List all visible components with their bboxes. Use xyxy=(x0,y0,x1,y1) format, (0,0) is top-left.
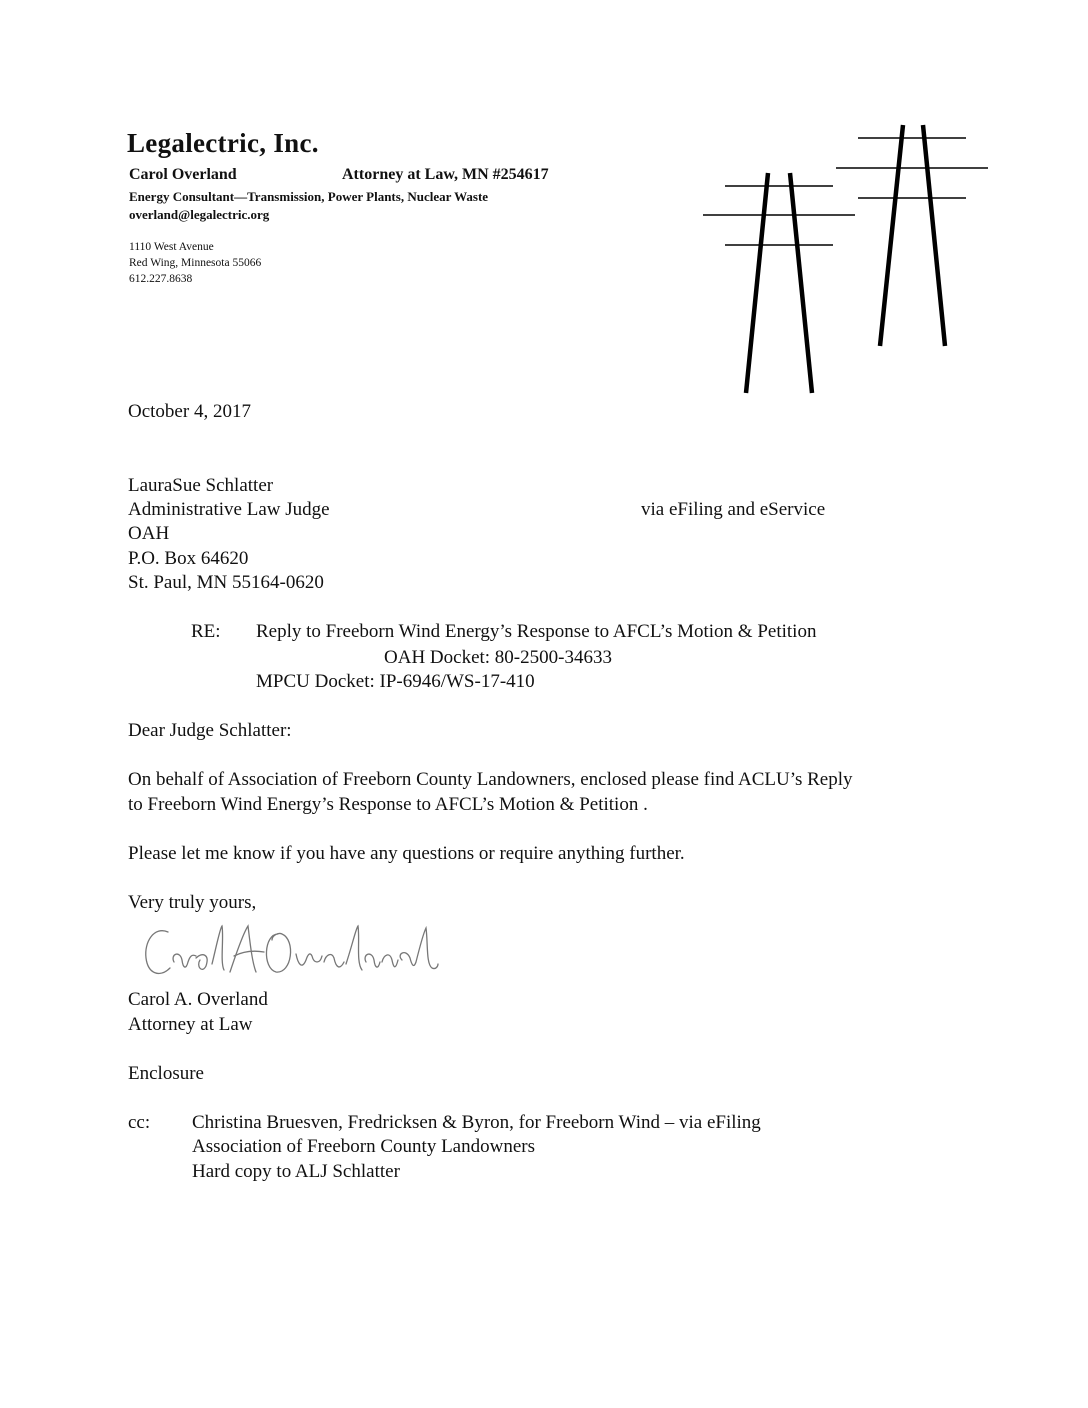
attorney-name: Carol Overland xyxy=(129,166,237,183)
transmission-tower-logo-icon xyxy=(0,0,1088,420)
letterhead-address-line2: Red Wing, Minnesota 55066 xyxy=(129,257,262,269)
letterhead-email: overland@legalectric.org xyxy=(129,207,270,222)
cc-label: cc: xyxy=(128,1112,151,1133)
signer-title: Attorney at Law xyxy=(128,1014,253,1035)
consultant-line: Energy Consultant—Transmission, Power Plants, Nuclear Waste xyxy=(129,189,489,204)
cc-recipient: Association of Freeborn County Landowners xyxy=(192,1136,535,1157)
recipient-title: Administrative Law Judge xyxy=(128,499,330,520)
recipient-name: LauraSue Schlatter xyxy=(128,475,274,496)
signer-name: Carol A. Overland xyxy=(128,989,268,1010)
firm-name: Legalectric, Inc. xyxy=(127,128,319,158)
oah-docket: OAH Docket: 80-2500-34633 xyxy=(384,647,612,668)
cc-recipient: Christina Bruesven, Fredricksen & Byron, for Freeborn Wind – via eFiling xyxy=(192,1112,761,1133)
re-label: RE: xyxy=(191,621,221,642)
recipient-org: OAH xyxy=(128,523,170,544)
mpuc-docket: MPCU Docket: IP-6946/WS-17-410 xyxy=(256,671,535,692)
closing: Very truly yours, xyxy=(128,892,257,913)
letterhead-address-line1: 1110 West Avenue xyxy=(129,241,214,253)
recipient-po-box: P.O. Box 64620 xyxy=(128,548,249,569)
signature-image xyxy=(140,918,440,986)
re-subject: Reply to Freeborn Wind Energy’s Response to AFCL’s Motion & Petition xyxy=(256,621,817,642)
body-paragraph-1-line-1: On behalf of Association of Freeborn County Landowners, enclosed please find ACLU’s Reply xyxy=(128,769,853,790)
body-paragraph-1-line-2: to Freeborn Wind Energy’s Response to AFCL’s Motion & Petition . xyxy=(128,794,648,815)
letterhead-phone: 612.227.8638 xyxy=(129,273,193,285)
salutation: Dear Judge Schlatter: xyxy=(128,720,292,741)
attorney-license: Attorney at Law, MN #254617 xyxy=(342,166,549,183)
cc-recipient: Hard copy to ALJ Schlatter xyxy=(192,1161,400,1182)
enclosure-note: Enclosure xyxy=(128,1063,204,1084)
recipient-city-state-zip: St. Paul, MN 55164-0620 xyxy=(128,572,324,593)
letter-date: October 4, 2017 xyxy=(128,401,251,422)
delivery-method: via eFiling and eService xyxy=(641,499,826,520)
body-paragraph-2: Please let me know if you have any questions or require anything further. xyxy=(128,843,685,864)
